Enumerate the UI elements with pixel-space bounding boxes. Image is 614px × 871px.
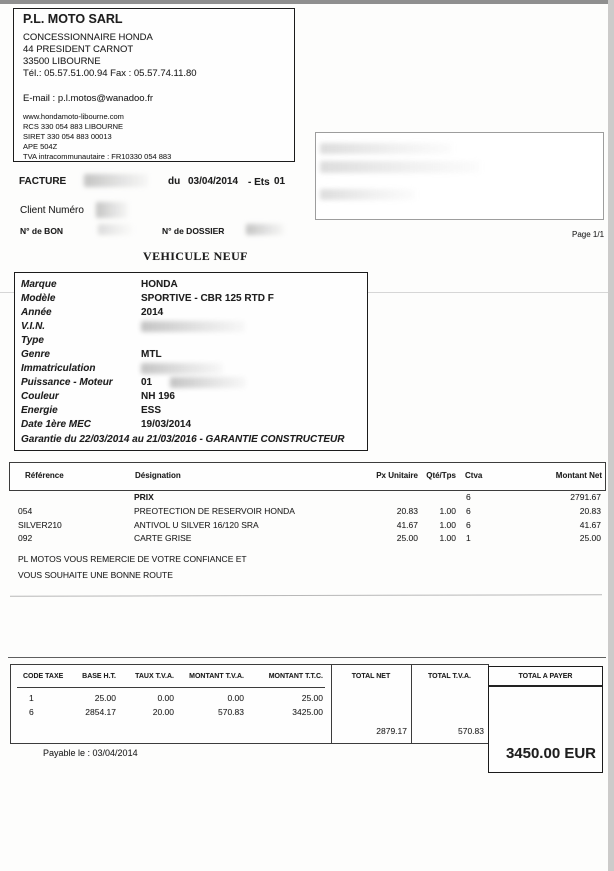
vehicle-value: 19/03/2014 — [141, 419, 192, 430]
scan-right-edge — [608, 0, 614, 871]
total-tva-value: 570.83 — [458, 726, 484, 736]
item-row — [0, 492, 614, 505]
item-row — [0, 506, 614, 519]
vehicle-value: 2014 — [141, 307, 164, 318]
scan-top-edge — [0, 0, 614, 4]
vehicle-value: ESS — [141, 405, 162, 416]
tax-base: 25.00 — [94, 693, 116, 703]
tax-mtva: 0.00 — [227, 693, 244, 703]
totals-top-line — [8, 657, 606, 658]
redacted-immatriculation — [141, 363, 223, 374]
vehicle-value: 01 — [141, 377, 153, 388]
total-a-payer-label: TOTAL A PAYER — [518, 673, 573, 680]
page-indicator: Page 1/1 — [572, 230, 605, 239]
section-separator-line — [10, 594, 602, 597]
items-col-qte: Qté/Tps — [426, 471, 456, 480]
items-col-ctva: Ctva — [465, 471, 483, 480]
tax-mttc: 3425.00 — [292, 707, 323, 717]
vehicle-label: Date 1ère MEC — [21, 419, 92, 430]
vehicle-label: Couleur — [21, 391, 59, 402]
totals-col-montant-tva: MONTANT T.V.A. — [189, 673, 244, 680]
company-header-box — [13, 8, 295, 162]
totals-table — [10, 664, 489, 744]
item-montant: 20.83 — [579, 506, 601, 516]
item-montant: 25.00 — [579, 533, 601, 543]
company-name: P.L. MOTO SARL — [23, 12, 123, 26]
totals-col-taux-tva: TAUX T.V.A. — [135, 673, 174, 680]
redacted-text — [320, 189, 415, 200]
vehicle-label: Energie — [21, 405, 58, 416]
vehicle-label: Genre — [21, 349, 50, 360]
item-designation: PREOTECTION DE RESERVOIR HONDA — [134, 506, 295, 516]
item-row — [0, 533, 614, 546]
item-designation: ANTIVOL U SILVER 16/120 SRA — [134, 520, 259, 530]
item-ctva: 1 — [466, 533, 471, 543]
invoice-date: 03/04/2014 — [188, 176, 239, 187]
vehicle-value: SPORTIVE - CBR 125 RTD F — [141, 293, 274, 304]
items-table-header — [9, 462, 606, 491]
totals-col-montant-ttc: MONTANT T.T.C. — [268, 673, 323, 680]
tax-taux: 0.00 — [157, 693, 174, 703]
company-line: CONCESSIONNAIRE HONDA — [23, 32, 153, 43]
vehicle-label: Marque — [21, 279, 57, 290]
redacted-text — [320, 143, 452, 154]
totals-divider — [331, 665, 332, 743]
item-montant: 2791.67 — [570, 492, 601, 502]
recipient-address-box — [315, 132, 604, 220]
facture-label: FACTURE — [19, 176, 67, 187]
company-phone-fax: Tél.: 05.57.51.00.94 Fax : 05.57.74.11.80 — [23, 68, 197, 79]
item-designation: CARTE GRISE — [134, 533, 192, 543]
item-px: 20.83 — [396, 506, 418, 516]
item-qte: 1.00 — [439, 520, 456, 530]
item-reference: SILVER210 — [18, 520, 62, 530]
item-montant: 41.67 — [579, 520, 601, 530]
thanks-line-2: VOUS SOUHAITE UNE BONNE ROUTE — [18, 570, 173, 580]
vehicle-label: Année — [21, 307, 52, 318]
ets-label: - Ets — [248, 177, 270, 188]
item-reference: 092 — [18, 533, 33, 543]
company-line: 44 PRESIDENT CARNOT — [23, 44, 134, 55]
vehicle-label: V.I.N. — [21, 321, 46, 332]
tax-code: 1 — [29, 693, 34, 703]
total-a-payer-amount: 3450.00 EUR — [505, 745, 596, 762]
vehicle-label: Type — [21, 335, 44, 346]
redacted-text — [320, 161, 480, 173]
vehicle-value: NH 196 — [141, 391, 175, 402]
item-qte: 1.00 — [439, 533, 456, 543]
tax-base: 2854.17 — [85, 707, 116, 717]
tax-code: 6 — [29, 707, 34, 717]
tax-mttc: 25.00 — [301, 693, 323, 703]
vehicle-value: HONDA — [141, 279, 178, 290]
total-net-value: 2879.17 — [376, 726, 407, 736]
redacted-bon-number — [98, 224, 132, 235]
totals-header-underline — [17, 687, 325, 688]
vehicle-label: Modèle — [21, 293, 56, 304]
bon-number-label: N° de BON — [20, 226, 64, 236]
item-ctva: 6 — [466, 492, 471, 502]
totals-col-base-ht: BASE H.T. — [82, 673, 116, 680]
items-col-designation: Désignation — [135, 471, 181, 480]
item-reference: 054 — [18, 506, 33, 516]
tax-mtva: 570.83 — [218, 707, 244, 717]
totals-col-total-net: TOTAL NET — [351, 673, 391, 680]
company-ape: APE 504Z — [23, 142, 58, 151]
section-title-vehicule-neuf: VEHICULE NEUF — [143, 249, 248, 263]
redacted-invoice-number — [84, 174, 148, 187]
items-col-reference: Référence — [25, 471, 64, 480]
company-siret: SIRET 330 054 883 00013 — [23, 132, 112, 141]
totals-col-total-tva: TOTAL T.V.A. — [428, 673, 471, 680]
totals-divider — [411, 665, 412, 743]
item-qte: 1.00 — [439, 506, 456, 516]
redacted-moteur — [170, 377, 246, 388]
vehicle-value: MTL — [141, 349, 162, 360]
company-line: 33500 LIBOURNE — [23, 56, 101, 67]
ets-value: 01 — [274, 176, 286, 187]
payable-date: Payable le : 03/04/2014 — [43, 748, 138, 758]
item-row — [0, 520, 614, 533]
item-ctva: 6 — [466, 520, 471, 530]
vehicle-label: Puissance - Moteur — [21, 377, 113, 388]
redacted-vin — [141, 321, 245, 332]
vehicle-details-box — [14, 272, 368, 451]
item-px: 25.00 — [396, 533, 418, 543]
company-rcs: RCS 330 054 883 LIBOURNE — [23, 122, 124, 131]
vehicle-label: Immatriculation — [21, 363, 96, 374]
thanks-line-1: PL MOTOS VOUS REMERCIE DE VOTRE CONFIANCE ET — [18, 554, 247, 564]
du-label: du — [168, 176, 181, 187]
dossier-number-label: N° de DOSSIER — [162, 226, 225, 236]
items-col-px-unitaire: Px Unitaire — [376, 471, 418, 480]
item-px: 41.67 — [396, 520, 418, 530]
company-email: E-mail : p.l.motos@wanadoo.fr — [23, 93, 154, 104]
totals-col-code-taxe: CODE TAXE — [23, 673, 64, 680]
company-tva-number: TVA intracommunautaire : FR10330 054 883 — [23, 152, 172, 161]
items-col-montant: Montant Net — [555, 471, 602, 480]
redacted-client-number — [96, 202, 128, 218]
redacted-dossier-number — [246, 224, 284, 235]
total-a-payer-box — [488, 666, 603, 773]
company-website: www.hondamoto-libourne.com — [23, 112, 124, 121]
tax-taux: 20.00 — [152, 707, 174, 717]
item-designation: PRIX — [134, 492, 154, 502]
total-a-payer-underline — [489, 685, 602, 687]
vehicle-warranty: Garantie du 22/03/2014 au 21/03/2016 - GARANTIE CONSTRUCTEUR — [21, 434, 345, 445]
client-number-label: Client Numéro — [20, 205, 84, 216]
item-ctva: 6 — [466, 506, 471, 516]
